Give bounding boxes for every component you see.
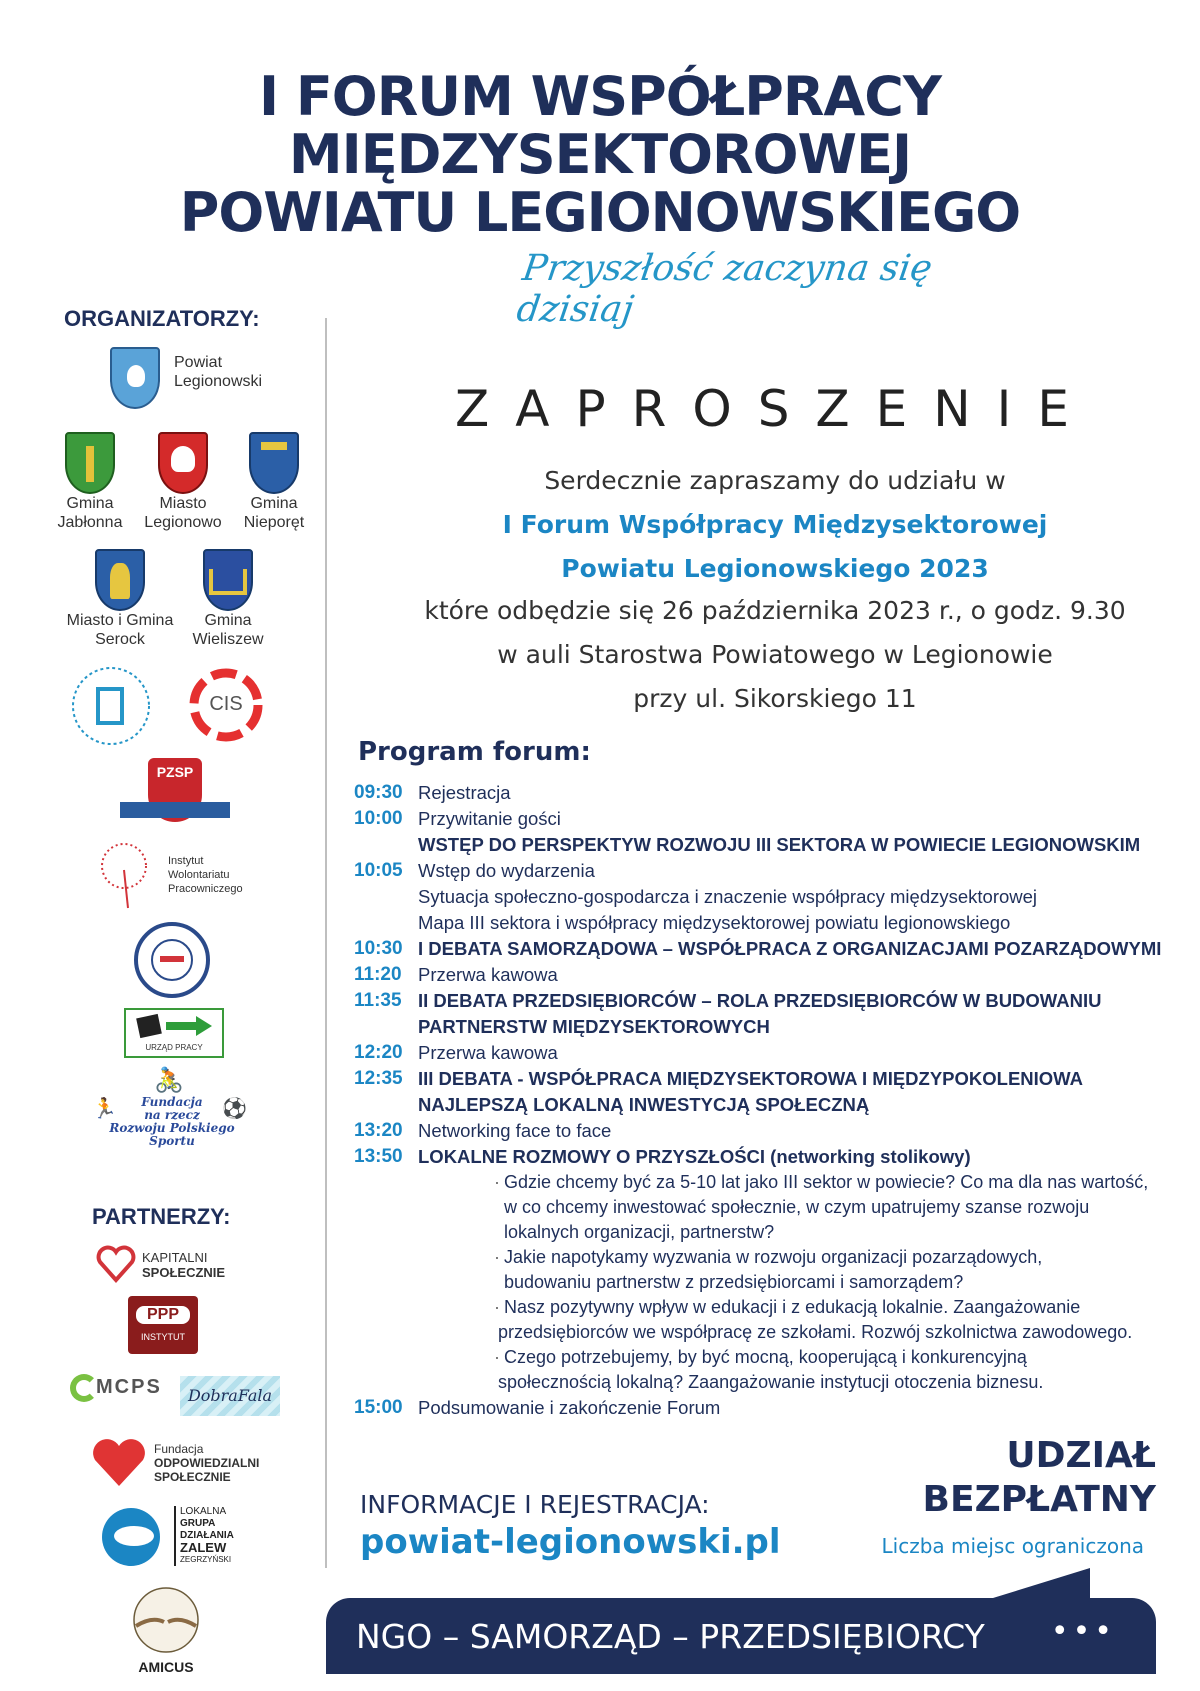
- cyclist-icon: 🚴: [154, 1067, 184, 1094]
- program-text: Sytuacja społeczno-gospodarcza i znaczenie współpracy międzysektorowej: [418, 886, 1038, 907]
- program-text: Networking face to face: [418, 1120, 612, 1141]
- organizers-heading: ORGANIZATORZY:: [64, 306, 260, 331]
- organizer-label: Legionowski: [174, 373, 263, 390]
- program-item: [354, 832, 1174, 858]
- coat-of-arms-icon: [65, 432, 115, 494]
- discussion-question: · Jakie napotykamy wyzwania w rozwoju organizacji pozarządowych, budowaniu partnerstw z przedsiębiorcami i samorządem?: [494, 1245, 1174, 1295]
- logo-fundacja-odpowiedzialni: [92, 1438, 272, 1490]
- coat-of-arms-icon: [95, 549, 145, 611]
- slogan-banner: [326, 1598, 1156, 1674]
- organizer-label: PZSP: [156, 764, 194, 780]
- chamber-of-commerce-seal-icon: [132, 920, 212, 1000]
- partner-label: KAPITALNI: [142, 1250, 208, 1265]
- free-line: UDZIAŁ: [1006, 1435, 1156, 1476]
- speech-bubble-tail: [980, 1568, 1090, 1602]
- program-item: [354, 884, 1174, 910]
- arrow-right-icon: [126, 1012, 222, 1042]
- event-date-line: które odbędzie się 26 października 2023 r., o godz. 9.30: [424, 596, 1126, 625]
- program-item: [354, 988, 1174, 1014]
- partner-label: ZALEW: [180, 1540, 227, 1555]
- program-time: 15:00: [354, 1397, 403, 1418]
- partner-label: INSTYTUT: [141, 1332, 185, 1342]
- program-time: 13:20: [354, 1120, 403, 1141]
- program-item: [354, 1092, 1174, 1118]
- program-item: [354, 1395, 1174, 1421]
- slogan-text: NGO – SAMORZĄD – PRZEDSIĘBIORCY: [356, 1616, 985, 1656]
- organizer-label: Miasto: [159, 495, 207, 512]
- program-text: Przerwa kawowa: [418, 964, 558, 985]
- registration-label: INFORMACJE I REJESTRACJA:: [360, 1490, 710, 1519]
- wave-icon: [102, 1508, 160, 1566]
- partner-label: SPOŁECZNIE: [142, 1265, 226, 1280]
- free-participation-badge: [923, 1434, 1156, 1522]
- program-item: [354, 780, 1174, 806]
- logo-fundacja-sportu: [92, 1066, 252, 1146]
- question-text: przedsiębiorców we współpracę ze szkołami. Rozwój szkolnictwa zawodowego.: [498, 1322, 1133, 1342]
- organizer-label: Wolontariatu: [168, 869, 230, 881]
- question-text: budowaniu partnerstw z przedsiębiorcami i samorządem?: [504, 1272, 964, 1292]
- organizer-label: Gmina: [204, 612, 252, 629]
- question-text: w co chcemy inwestować społecznie, w czym upatrujemy szanse rozwoju: [504, 1197, 1090, 1217]
- logo-lgd-zalew-zegrzynski: [102, 1506, 252, 1568]
- program-list: [354, 780, 1174, 1421]
- partner-label: SPOŁECZNIE: [154, 1470, 231, 1484]
- invitation-heading: ZAPROSZENIE: [454, 380, 1096, 438]
- logo-instytut-wolontariatu: [98, 840, 258, 910]
- program-time: 11:20: [354, 964, 402, 985]
- event-name-line: I Forum Współpracy Międzysektorowej: [502, 510, 1048, 539]
- organizer-label: Fundacja: [141, 1095, 203, 1109]
- program-item: [354, 1144, 1174, 1170]
- partner-label: DZIAŁANIA: [180, 1530, 234, 1541]
- organizer-label: CIS: [209, 693, 243, 715]
- question-text: Czego potrzebujemy, by być mocną, kooperującą i konkurencyjną: [504, 1347, 1027, 1367]
- program-text: Mapa III sektora i współpracy międzysektorowej powiatu legionowskiego: [418, 912, 1011, 933]
- program-text: Przerwa kawowa: [418, 1042, 558, 1063]
- program-item: [354, 858, 1174, 884]
- logo-gmina-jablonna: [40, 432, 140, 532]
- program-time: 13:50: [354, 1146, 403, 1167]
- event-venue-line: w auli Starostwa Powiatowego w Legionowie: [497, 640, 1053, 669]
- logo-mcps: [70, 1370, 170, 1414]
- culture-institution-icon: [70, 665, 152, 747]
- organizer-label: Gmina: [250, 495, 298, 512]
- organizer-label: Jabłonna: [57, 514, 123, 531]
- question-text: Nasz pozytywny wpływ w edukacji i z edukacją lokalnie. Zaangażowanie: [504, 1297, 1081, 1317]
- logo-powiatowa-instytucja-kultury: [70, 665, 152, 747]
- program-text: III DEBATA - WSPÓŁPRACA MIĘDZYSEKTOROWA I MIĘDZYPOKOLENIOWA: [418, 1068, 1083, 1089]
- title-line-2: MIĘDZYSEKTOROWEJ: [288, 123, 912, 186]
- partner-label: GRUPA: [180, 1518, 216, 1529]
- logo-kapitalni-spolecznie: [96, 1244, 246, 1286]
- dandelion-icon: [98, 840, 154, 910]
- logo-urzad-pracy: [124, 1008, 224, 1058]
- program-item: [354, 962, 1174, 988]
- program-time: 12:20: [354, 1042, 403, 1063]
- partner-label: ZEGRZYŃSKI: [180, 1555, 232, 1564]
- question-text: Gdzie chcemy być za 5-10 lat jako III sektor w powiecie? Co ma dla nas wartość,: [504, 1172, 1149, 1192]
- logo-ppp-instytut: [128, 1296, 198, 1354]
- amicus-hands-icon: [116, 1584, 216, 1654]
- partners-heading: PARTNERZY:: [92, 1204, 231, 1229]
- limited-seats-note: Liczba miejsc ograniczona: [881, 1534, 1144, 1558]
- logo-dobra-fala: [180, 1376, 280, 1416]
- organizer-label: Rozwoju Polskiego Sportu: [109, 1121, 235, 1148]
- program-text: WSTĘP DO PERSPEKTYW ROZWOJU III SEKTORA W POWIECIE LEGIONOWSKIM: [418, 834, 1141, 855]
- discussion-question: · Czego potrzebujemy, by być mocną, kooperującą i konkurencyjną społecznością lokalną? Zaangażowanie instytucji otoczenia biznesu.: [494, 1345, 1174, 1395]
- organizer-label: Legionowo: [144, 514, 222, 531]
- program-text: NAJLEPSZĄ LOKALNĄ INWESTYCJĄ SPOŁECZNĄ: [418, 1094, 870, 1115]
- coat-of-arms-icon: [203, 549, 253, 611]
- partner-label: LOKALNA: [180, 1506, 227, 1517]
- program-text: LOKALNE ROZMOWY O PRZYSZŁOŚCI (networking stolikowy): [418, 1146, 971, 1167]
- page-title: [0, 65, 1200, 244]
- program-item: [354, 1066, 1174, 1092]
- program-time: 11:35: [354, 990, 402, 1011]
- organizer-label: na rzecz: [144, 1108, 200, 1122]
- mcps-ring-icon: [70, 1374, 98, 1402]
- logo-miasto-legionowo: [128, 432, 238, 532]
- logo-pzsp: [120, 758, 230, 832]
- vertical-divider: [325, 318, 327, 1568]
- organizer-label: Serock: [95, 631, 145, 648]
- title-line-3: POWIATU LEGIONOWSKIEGO: [179, 181, 1021, 244]
- event-name-line: Powiatu Legionowskiego 2023: [561, 554, 989, 583]
- question-text: społecznością lokalną? Zaangażowanie instytucji otoczenia biznesu.: [498, 1372, 1044, 1392]
- logo-gmina-nieporet: [224, 432, 324, 532]
- invitation-line: Serdecznie zapraszamy do udziału w: [544, 466, 1006, 495]
- organizer-label: Gmina: [66, 495, 114, 512]
- tagline: Przyszłość zaczyna się dzisiaj: [514, 248, 935, 330]
- organizer-label: Nieporęt: [243, 514, 305, 531]
- program-time: 12:35: [354, 1068, 403, 1089]
- program-heading: Program forum:: [358, 737, 591, 767]
- logo-amicus: [116, 1584, 216, 1680]
- program-item: [354, 910, 1174, 936]
- organizer-label: Wieliszew: [192, 631, 264, 648]
- ellipsis-icon: •••: [1050, 1614, 1116, 1649]
- program-item: [354, 1118, 1174, 1144]
- logo-gmina-wieliszew: [178, 549, 278, 649]
- footballer-icon: ⚽: [222, 1098, 247, 1120]
- program-text: I DEBATA SAMORZĄDOWA – WSPÓŁPRACA Z ORGANIZACJAMI POZARZĄDOWYMI: [418, 938, 1162, 959]
- free-line: BEZPŁATNY: [922, 1479, 1156, 1520]
- program-time: 10:00: [354, 808, 403, 829]
- partner-label: MCPS: [96, 1376, 162, 1398]
- title-line-1: I FORUM WSPÓŁPRACY: [259, 65, 941, 128]
- heart-icon: [92, 1438, 146, 1488]
- heart-icon: [96, 1244, 136, 1284]
- logo-cis: [186, 665, 266, 745]
- logo-powiat-legionowski: [110, 347, 290, 411]
- program-time: 10:05: [354, 860, 403, 881]
- coat-of-arms-icon: [110, 347, 160, 409]
- logo-izba-gospodarcza: [132, 920, 212, 1000]
- discussion-question: · Nasz pozytywny wpływ w edukacji i z edukacją lokalnie. Zaangażowanie przedsiębiorców we współpracę ze szkołami. Rozwój szkolnictwa zawodowego.: [494, 1295, 1174, 1345]
- coat-of-arms-icon: [249, 432, 299, 494]
- partner-label: AMICUS: [138, 1659, 194, 1675]
- partner-label: DobraFala: [187, 1386, 273, 1405]
- program-text: Przywitanie gości: [418, 808, 561, 829]
- runner-icon: 🏃: [92, 1098, 117, 1120]
- question-text: Jakie napotykamy wyzwania w rozwoju organizacji pozarządowych,: [504, 1247, 1043, 1267]
- discussion-question: · Gdzie chcemy być za 5-10 lat jako III sektor w powiecie? Co ma dla nas wartość, w co chcemy inwestować społecznie, w czym upatrujemy szanse rozwoju lokalnych organizacji, partnerstw?: [494, 1170, 1174, 1245]
- program-text: Rejestracja: [418, 782, 511, 803]
- organizer-label: Miasto i Gmina: [66, 612, 174, 629]
- program-text: PARTNERSTW MIĘDZYSEKTOROWYCH: [418, 1016, 770, 1037]
- partner-label: Fundacja: [154, 1442, 204, 1456]
- organizer-label: Powiat: [174, 354, 223, 371]
- program-text: Podsumowanie i zakończenie Forum: [418, 1397, 721, 1418]
- program-text: Wstęp do wydarzenia: [418, 860, 595, 881]
- program-time: 09:30: [354, 782, 403, 803]
- question-text: lokalnych organizacji, partnerstw?: [504, 1222, 775, 1242]
- organizer-label: URZĄD PRACY: [145, 1043, 203, 1052]
- registration-link[interactable]: powiat-legionowski.pl: [360, 1522, 781, 1562]
- partner-label: PPP: [136, 1306, 190, 1324]
- organizer-label: Pracowniczego: [168, 883, 243, 895]
- partner-label: ODPOWIEDZIALNI: [154, 1456, 260, 1470]
- event-address-line: przy ul. Sikorskiego 11: [633, 684, 917, 713]
- organizer-label: Instytut: [168, 855, 204, 867]
- program-item: [354, 1040, 1174, 1066]
- program-time: 10:30: [354, 938, 403, 959]
- program-item: [354, 936, 1174, 962]
- program-item: [354, 806, 1174, 832]
- program-item: [354, 1014, 1174, 1040]
- program-text: II DEBATA PRZEDSIĘBIORCÓW – ROLA PRZEDSIĘBIORCÓW W BUDOWANIU: [418, 990, 1102, 1011]
- coat-of-arms-icon: [158, 432, 208, 494]
- logo-miasto-gmina-serock: [60, 549, 180, 649]
